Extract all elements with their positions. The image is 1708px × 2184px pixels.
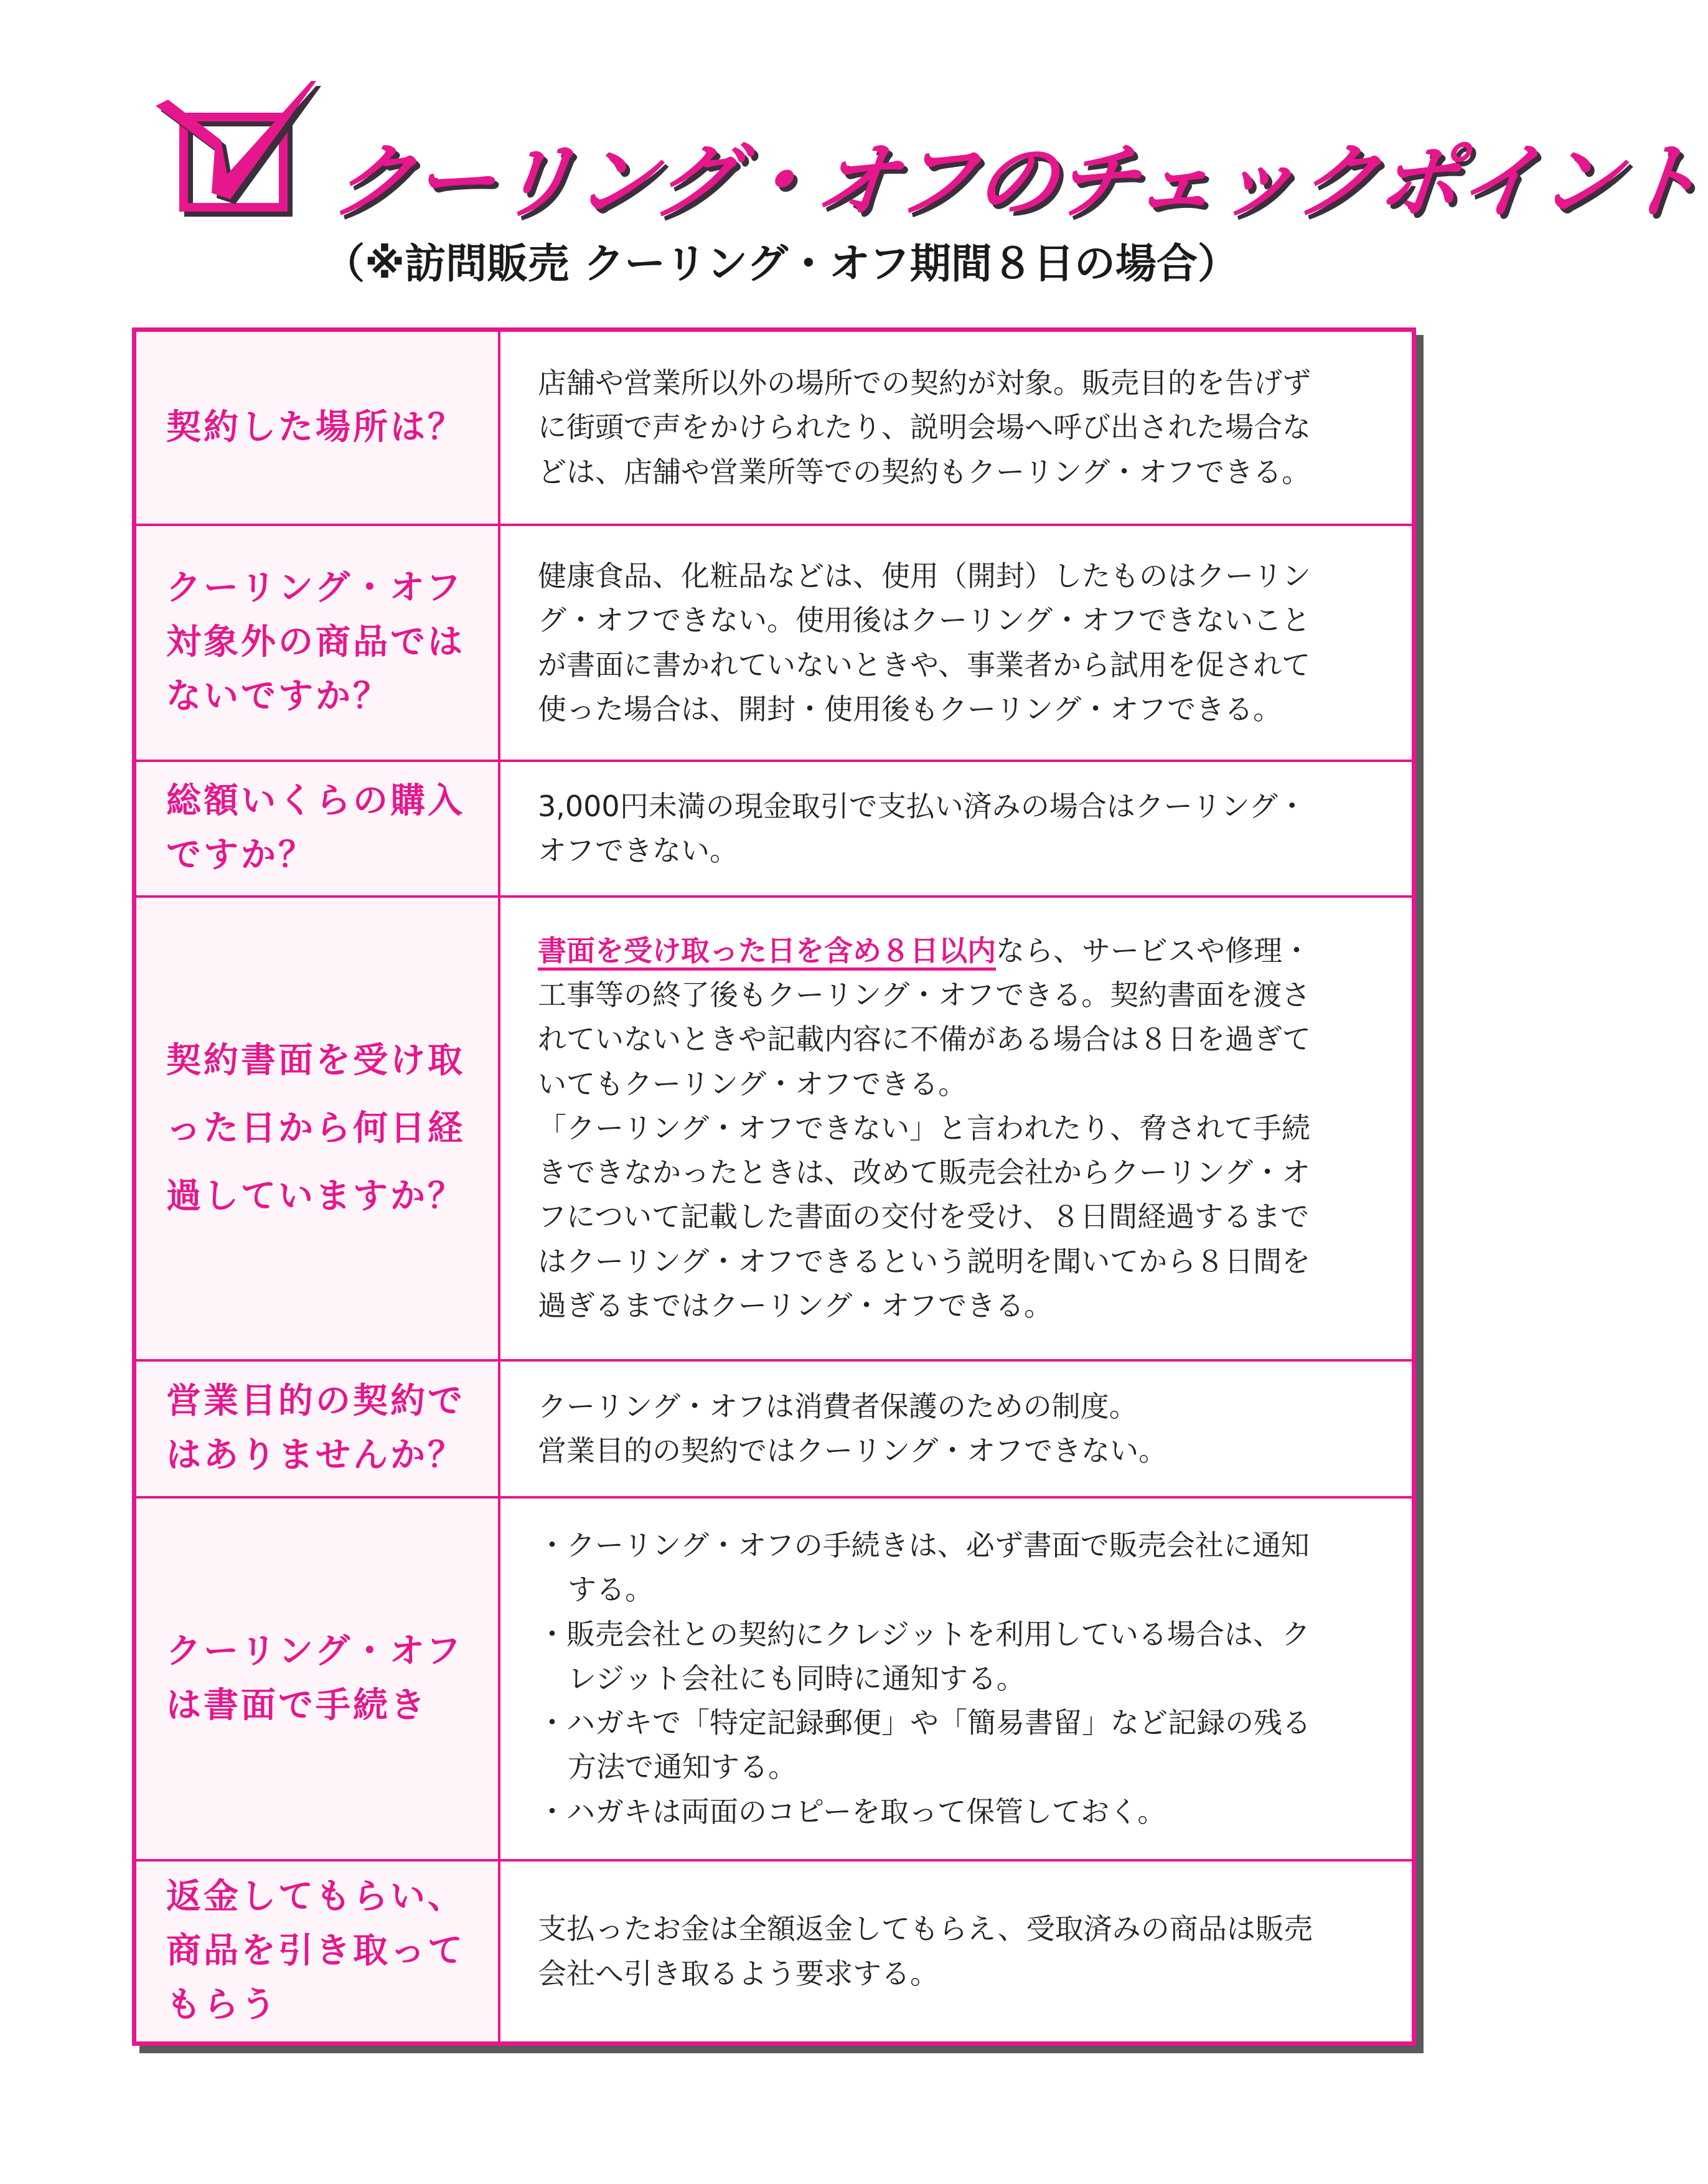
question-cell xyxy=(136,1862,500,2041)
bullet-item: ・販売会社との契約にクレジットを利用している場合は、ク xyxy=(538,1617,1310,1651)
answer-text: なら、サービスや修理・ xyxy=(996,933,1311,967)
answer-cell xyxy=(500,1862,1412,2041)
answer-line: はクーリング・オフできるという説明を聞いてから８日間を xyxy=(538,1244,1311,1278)
answer-line: 過ぎるまではクーリング・オフできる。 xyxy=(538,1289,1053,1323)
answer-line: 工事等の終了後もクーリング・オフできる。契約書面を渡さ xyxy=(538,977,1311,1012)
answer-line: きできなかったときは、改めて販売会社からクーリング・オ xyxy=(538,1156,1311,1190)
answer-line xyxy=(538,929,1311,973)
question-line: 営業目的の契約で xyxy=(166,1381,465,1422)
answer-line: 会社へ引き取るよう要求する。 xyxy=(538,1956,939,1990)
table-row xyxy=(136,1362,1412,1499)
answer-line: 「クーリング・オフできない」と言われたり、脅されて手続 xyxy=(538,1111,1311,1145)
question-cell xyxy=(136,1499,500,1859)
answer-line: 支払ったお金は全額返金してもらえ、受取済みの商品は販売 xyxy=(538,1912,1313,1946)
bullet-continuation: 方法で通知する。 xyxy=(568,1750,797,1784)
answer-line: いてもクーリング・オフできる。 xyxy=(538,1066,967,1101)
highlighted-text: 書面を受け取った日を含め８日以内 xyxy=(538,934,996,971)
question-line: ないですか？ xyxy=(166,675,390,717)
answer-line: に街頭で声をかけられたり、説明会場へ呼び出された場合な xyxy=(538,410,1311,445)
question-line: 返金してもらい、 xyxy=(166,1876,465,1918)
question-line: 契約した場所は？ xyxy=(166,407,465,448)
table-row xyxy=(136,762,1412,898)
bullet-item: ・ハガキで「特定記録郵便」や「簡易書留」など記録の残る xyxy=(538,1706,1311,1740)
question-cell xyxy=(136,1362,500,1496)
table-row xyxy=(136,1499,1412,1862)
question-line: クーリング・オフ xyxy=(166,1631,464,1672)
table-row xyxy=(136,526,1412,762)
answer-line: クーリング・オフは消費者保護のための制度。 xyxy=(538,1389,1138,1423)
question-cell xyxy=(136,332,500,524)
answer-line: オフできない。 xyxy=(538,834,738,867)
checkbox-checkmark-icon xyxy=(156,81,317,224)
bullet-item: ・ハガキは両面のコピーを取って保管しておく。 xyxy=(538,1794,1166,1829)
checkpoint-table xyxy=(132,327,1416,2046)
answer-cell xyxy=(500,1362,1412,1496)
question-line: もらう xyxy=(166,1984,278,2025)
answer-line: 使った場合は、開封・使用後もクーリング・オフできる。 xyxy=(538,692,1282,726)
answer-line: フについて記載した書面の交付を受け、８日間経過するまで xyxy=(538,1200,1310,1234)
question-cell xyxy=(136,526,500,760)
question-line: 過していますか？ xyxy=(166,1176,465,1217)
question-line: 商品を引き取って xyxy=(166,1931,465,1972)
answer-cell xyxy=(500,526,1412,760)
question-line: 契約書面を受け取 xyxy=(166,1040,465,1081)
bullet-continuation: レジット会社にも同時に通知する。 xyxy=(568,1661,1025,1695)
answer-cell xyxy=(500,762,1412,895)
answer-cell xyxy=(500,898,1412,1359)
question-line: は書面で手続き xyxy=(166,1685,428,1726)
answer-line: どは、店舗や営業所等での契約もクーリング・オフできる。 xyxy=(538,454,1311,489)
title-area xyxy=(156,81,1707,230)
table-row xyxy=(136,898,1412,1362)
question-line: クーリング・オフ xyxy=(166,568,464,609)
table-row xyxy=(136,332,1412,526)
question-cell xyxy=(136,898,500,1359)
table-row xyxy=(136,1862,1412,2041)
answer-line: グ・オフできない。使用後はクーリング・オフできないこと xyxy=(538,603,1311,638)
page-title: クーリング・オフのチェックポイント xyxy=(327,134,1707,230)
answer-line: 3,000円未満の現金取引で支払い済みの場合はクーリング・ xyxy=(538,789,1307,823)
bullet-item: ・クーリング・オフの手続きは、必ず書面で販売会社に通知 xyxy=(538,1528,1310,1562)
question-line: ですか？ xyxy=(166,835,316,875)
bullet-continuation: する。 xyxy=(568,1573,654,1607)
answer-cell xyxy=(500,332,1412,524)
answer-cell xyxy=(500,1499,1412,1859)
question-line: った日から何日経 xyxy=(166,1108,465,1149)
question-cell xyxy=(136,762,500,895)
answer-line: 健康食品、化粧品などは、使用（開封）したものはクーリン xyxy=(538,558,1311,593)
answer-line: れていないときや記載内容に不備がある場合は８日を過ぎて xyxy=(538,1022,1311,1057)
answer-line: が書面に書かれていないときや、事業者から試用を促されて xyxy=(538,647,1311,682)
answer-line: 営業目的の契約ではクーリング・オフできない。 xyxy=(538,1434,1168,1467)
question-line: 総額いくらの購入 xyxy=(166,781,465,822)
page-subtitle: （※訪問販売 クーリング・オフ期間８日の場合） xyxy=(324,240,1239,288)
question-line: はありませんか？ xyxy=(166,1435,465,1476)
question-line: 対象外の商品では xyxy=(166,622,465,663)
answer-line: 店舗や営業所以外の場所での契約が対象。販売目的を告げず xyxy=(538,366,1311,400)
